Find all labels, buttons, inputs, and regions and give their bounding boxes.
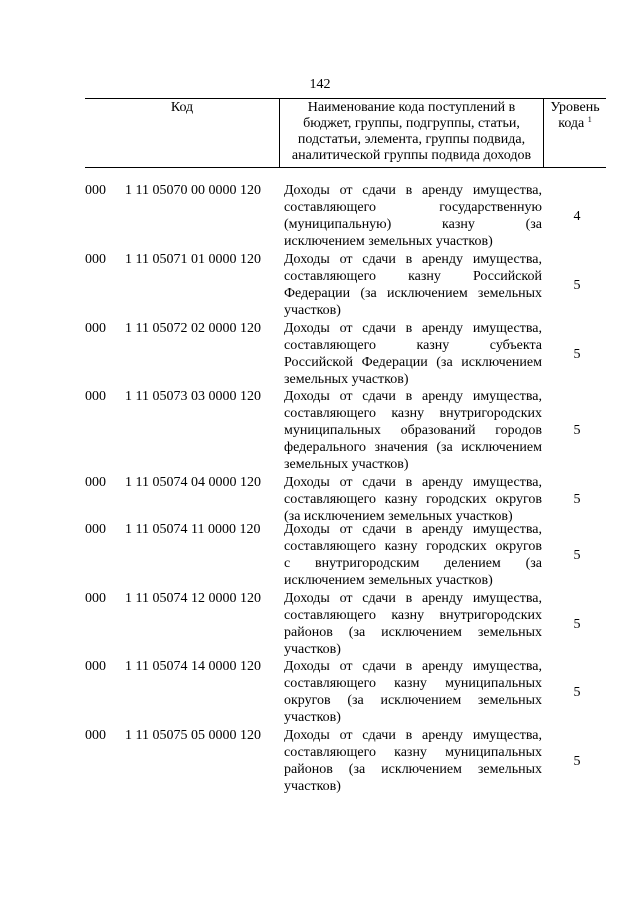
row-name-line: составляющего казну городских округов [284,539,542,555]
header-level-line [544,116,606,132]
row-level: 5 [573,548,581,563]
row-code: 1 11 05075 05 0000 120 [125,728,261,743]
header-name-line: бюджет, группы, подгруппы, статьи, [303,116,520,131]
row-name-line: составляющего казну внутригородских [284,406,542,422]
row-prefix: 000 [85,252,106,267]
row-name-line: с внутригородским делением (за [284,556,542,572]
row-name-line: участков) [284,779,341,795]
row-name [284,320,542,388]
row-name [284,521,542,589]
footnote-marker: 1 [587,115,592,124]
row-code: 1 11 05074 11 0000 120 [125,522,261,537]
row-prefix: 000 [85,321,106,336]
row-name-line: (муниципальную) казну (за [284,217,542,233]
row-code: 1 11 05072 02 0000 120 [125,321,261,336]
row-name [284,251,542,319]
header-code: Код [170,100,194,115]
row-name-line: Доходы от сдачи в аренду имущества, [284,252,542,267]
row-code: 1 11 05074 04 0000 120 [125,475,261,490]
row-name-line: составляющего казну муниципальных [284,676,542,692]
row-code: 1 11 05074 12 0000 120 [125,591,261,606]
row-name-line: Доходы от сдачи в аренду имущества, [284,728,542,743]
row-name-line: составляющего казну муниципальных [284,745,542,761]
header-top-border [85,98,606,99]
header-name-line: Наименование кода поступлений в [307,100,516,115]
row-level: 5 [573,685,581,700]
row-level: 5 [573,492,581,507]
row-name-line: Доходы от сдачи в аренду имущества, [284,475,542,490]
row-prefix: 000 [85,728,106,743]
header-level-line: Уровень [550,100,600,115]
row-name-line: Российской Федерации (за исключением [284,355,542,371]
row-level: 5 [573,754,581,769]
header-level-text: кода [558,116,585,131]
header-level [544,100,606,132]
row-name-line: участков) [284,303,341,319]
row-name-line: исключением земельных участков) [284,234,493,250]
row-name [284,658,542,726]
row-code: 1 11 05071 01 0000 120 [125,252,261,267]
row-code: 1 11 05073 03 0000 120 [125,389,261,404]
page-number: 142 [309,77,331,92]
row-name-line: участков) [284,642,341,658]
row-name-line: Доходы от сдачи в аренду имущества, [284,183,542,198]
header-name-line: подстатьи, элемента, группы подвида, [297,132,526,147]
row-name-line: составляющего государственную [284,200,542,216]
row-prefix: 000 [85,659,106,674]
row-prefix: 000 [85,475,106,490]
row-level: 4 [573,209,581,224]
row-name [284,727,542,795]
row-name-line: Доходы от сдачи в аренду имущества, [284,591,542,606]
row-name [284,182,542,250]
row-name-line: составляющего казну Российской [284,269,542,285]
row-name-line: составляющего казну внутригородских [284,608,542,624]
row-prefix: 000 [85,183,106,198]
row-name-line: земельных участков) [284,457,409,473]
row-code: 1 11 05074 14 0000 120 [125,659,261,674]
row-name [284,590,542,658]
row-name [284,474,542,525]
row-level: 5 [573,278,581,293]
row-name-line: Доходы от сдачи в аренду имущества, [284,389,542,404]
row-name-line: исключением земельных участков) [284,573,493,589]
row-name-line: земельных участков) [284,372,409,388]
header-name-line: аналитической группы подвида доходов [291,148,532,163]
row-prefix: 000 [85,522,106,537]
row-prefix: 000 [85,591,106,606]
row-name-line: муниципальных образований городов [284,423,542,439]
row-code: 1 11 05070 00 0000 120 [125,183,261,198]
row-name-line: Доходы от сдачи в аренду имущества, [284,659,542,674]
row-name-line: Доходы от сдачи в аренду имущества, [284,522,542,537]
row-level: 5 [573,423,581,438]
row-name-line: составляющего казну субъекта [284,338,542,354]
row-name-line: районов (за исключением земельных [284,762,542,778]
row-name-line: районов (за исключением земельных [284,625,542,641]
row-name [284,388,542,473]
row-level: 5 [573,347,581,362]
header-name [280,100,543,164]
row-name-line: Федерации (за исключением земельных [284,286,542,302]
row-name-line: составляющего казну городских округов [284,492,542,508]
row-name-line: Доходы от сдачи в аренду имущества, [284,321,542,336]
row-name-line: (за исключением земельных участков) [284,509,513,525]
row-name-line: участков) [284,710,341,726]
row-prefix: 000 [85,389,106,404]
row-name-line: федерального значения (за исключением [284,440,542,456]
row-name-line: округов (за исключением земельных [284,693,542,709]
header-bottom-border [85,167,606,168]
row-level: 5 [573,617,581,632]
